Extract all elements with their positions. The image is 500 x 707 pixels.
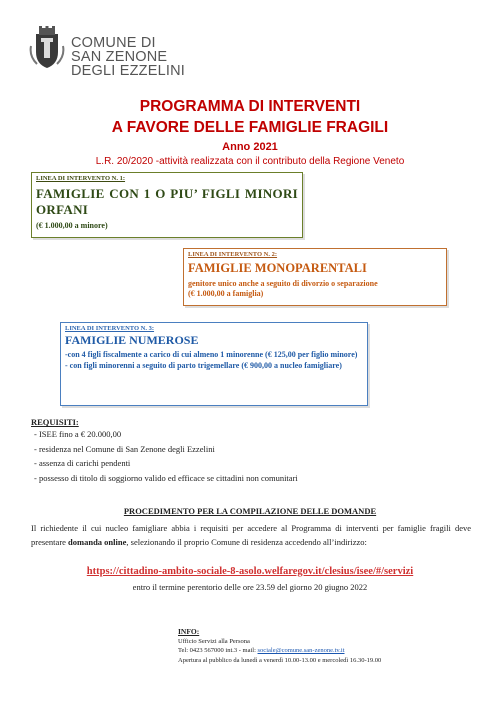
requirements-title: REQUISITI: <box>31 417 79 427</box>
opening-hours: Apertura al pubblico da lunedì a venerdì 10.00-13.00 e mercoledì 16.30-19.00 <box>178 656 382 664</box>
contact-line <box>178 646 381 656</box>
deadline-text: entro il termine perentorio delle ore 23.59 del giorno 20 giugno 2022 <box>132 582 368 592</box>
logo-line-1: COMUNE DI <box>71 35 156 51</box>
intervention-label: LINEA DI INTERVENTO N. 2: <box>188 251 278 258</box>
procedure-title: PROCEDIMENTO PER LA COMPILAZIONE DELLE DOMANDE <box>123 506 377 516</box>
municipality-name <box>71 36 185 78</box>
procedure-text <box>31 521 471 549</box>
logo-line-2: SAN ZENONE <box>71 49 168 65</box>
intervention-label: LINEA DI INTERVENTO N. 1: <box>36 175 126 182</box>
year-label: Anno 2021 <box>222 141 278 153</box>
procedure-text-bold: domanda online <box>68 537 127 547</box>
requirement-item: - possesso di titolo di soggiorno valido ed efficace se cittadini non comunitari <box>34 472 298 483</box>
coat-of-arms-icon <box>29 26 65 70</box>
requirement-item: - ISEE fino a € 20.000,00 <box>34 429 122 439</box>
logo-line-3: DEGLI EZZELINI <box>71 63 185 79</box>
intervention-description: genitore unico anche a seguito di divorzio o separazione <box>188 279 378 288</box>
intervention-line-2: - con figli minorenni a seguito di parto trigemellare (€ 900,00 a nucleo famigliare) <box>65 360 342 370</box>
procedure-text-part-1: Il richiedente il cui nucleo famigliare abbia i requisiti per accedere al Programma di interventi per famiglie fragili deve presentare <box>31 523 471 547</box>
intervention-heading: FAMIGLIE CON 1 O PIU’ FIGLI MINORI ORFANI <box>36 186 298 217</box>
office-name: Ufficio Servizi alla Persona <box>178 637 250 645</box>
law-reference: L.R. 20/2020 -attività realizzata con il contributo della Regione Veneto <box>95 156 405 167</box>
intervention-box-1 <box>31 172 303 238</box>
intervention-line-1: -con 4 figli fiscalmente a carico di cui almeno 1 minorenne (€ 125,00 per figlio minore) <box>65 350 358 359</box>
requirement-item: - residenza nel Comune di San Zenone degli Ezzelini <box>34 443 215 454</box>
intervention-box-2 <box>183 248 447 306</box>
intervention-amount: (€ 1.000,00 a famiglia) <box>188 289 264 298</box>
email-link[interactable]: sociale@comune.san-zenone.tv.it <box>257 647 345 654</box>
application-link[interactable]: https://cittadino-ambito-sociale-8-asolo.welfaregov.it/clesius/isee/#/servizi <box>86 566 414 577</box>
intervention-heading: FAMIGLIE NUMEROSE <box>65 333 199 347</box>
info-section <box>178 627 381 665</box>
page-title-line-1: PROGRAMMA DI INTERVENTI <box>139 98 361 115</box>
intervention-label: LINEA DI INTERVENTO N. 3: <box>65 325 155 332</box>
intervention-amount: (€ 1.000,00 a minore) <box>36 221 108 230</box>
intervention-description <box>65 350 361 371</box>
contact-phone: Tel: 0423 567000 int.3 - mail: <box>178 647 258 654</box>
requirement-item: - assenza di carichi pendenti <box>34 458 131 468</box>
intervention-box-3 <box>60 322 368 406</box>
intervention-heading: FAMIGLIE MONOPARENTALI <box>188 261 367 275</box>
info-title: INFO: <box>178 627 200 636</box>
requirements-section <box>31 417 298 485</box>
page-title-line-2: A FAVORE DELLE FAMIGLIE FRAGILI <box>111 119 389 136</box>
procedure-text-part-2: , selezionando il proprio Comune di residenza accedendo all’indirizzo: <box>126 537 367 547</box>
municipality-logo <box>29 26 185 78</box>
